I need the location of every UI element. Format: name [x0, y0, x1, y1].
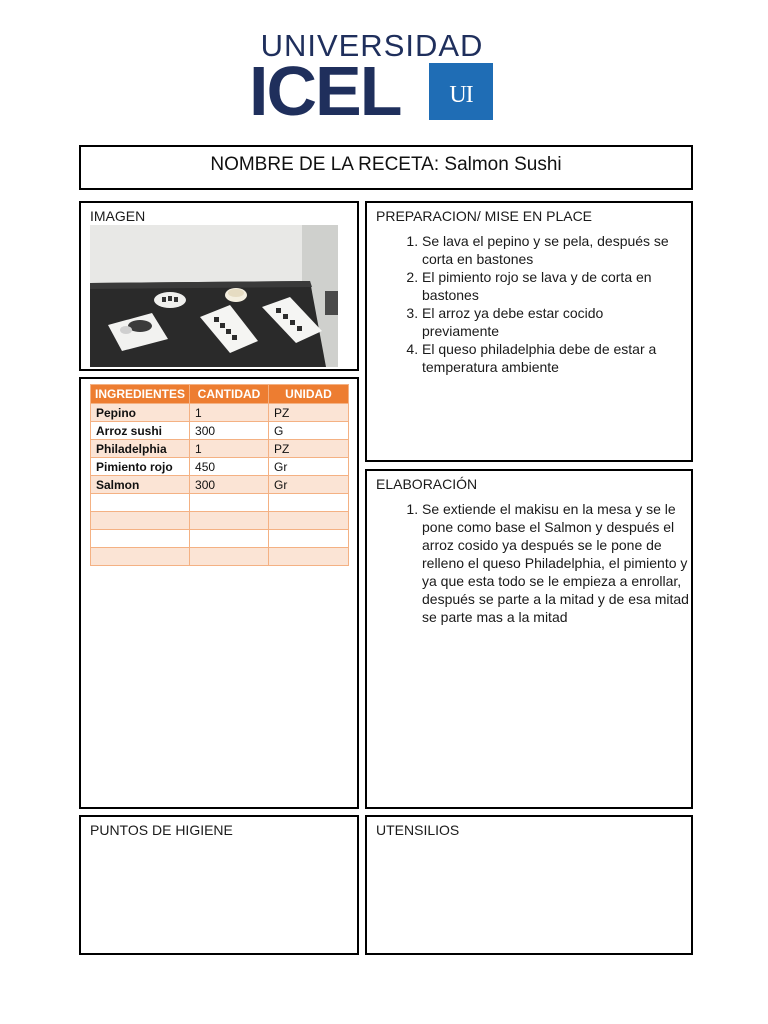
elaboracion-section — [365, 469, 693, 809]
ingredient-quantity: 450 — [190, 458, 269, 476]
ingredient-quantity: 1 — [190, 404, 269, 422]
empty-cell — [91, 494, 190, 512]
elaboracion-label: ELABORACIÓN — [376, 476, 478, 492]
table-row-empty — [91, 530, 349, 548]
preparacion-label: PREPARACION/ MISE EN PLACE — [376, 208, 593, 224]
list-item: 2. El pimiento rojo se lava y de corta en bastones — [422, 268, 684, 304]
ingredient-name: Pepino — [91, 404, 190, 422]
ingredient-name: Salmon — [91, 476, 190, 494]
ingredient-quantity: 1 — [190, 440, 269, 458]
logo-text-universidad: UNIVERSIDAD — [260, 28, 484, 63]
header-ingredientes: INGREDIENTES — [91, 385, 190, 404]
table-row — [91, 458, 349, 476]
header-cantidad: CANTIDAD — [190, 385, 269, 404]
ingredient-name: Pimiento rojo — [91, 458, 190, 476]
table-row — [91, 440, 349, 458]
university-logo — [249, 28, 495, 130]
ingredient-unit: G — [269, 422, 349, 440]
table-row — [91, 422, 349, 440]
ingredient-unit: PZ — [269, 440, 349, 458]
empty-cell — [190, 530, 269, 548]
ingredient-unit: PZ — [269, 404, 349, 422]
empty-cell — [269, 494, 349, 512]
preparacion-section — [365, 201, 693, 462]
logo-badge — [429, 63, 493, 120]
utensilios-label: UTENSILIOS — [376, 822, 460, 838]
list-item: 1. Se lava el pepino y se pela, después se corta en bastones — [422, 232, 684, 268]
higiene-label: PUNTOS DE HIGIENE — [90, 822, 233, 838]
empty-cell — [190, 548, 269, 566]
list-item: 4. El queso philadelphia debe de estar a temperatura ambiente — [422, 340, 684, 376]
table-row-empty — [91, 548, 349, 566]
empty-cell — [190, 512, 269, 530]
ingredient-name: Philadelphia — [91, 440, 190, 458]
ingredients-table — [90, 384, 349, 566]
header-unidad: UNIDAD — [269, 385, 349, 404]
ingredient-quantity: 300 — [190, 476, 269, 494]
table-row-empty — [91, 494, 349, 512]
table-row — [91, 404, 349, 422]
image-section — [79, 201, 359, 371]
empty-cell — [269, 512, 349, 530]
ingredient-quantity: 300 — [190, 422, 269, 440]
logo-badge-text: ui — [449, 73, 473, 110]
empty-cell — [91, 512, 190, 530]
ingredient-unit: Gr — [269, 458, 349, 476]
higiene-section — [79, 815, 359, 955]
table-row — [91, 476, 349, 494]
empty-cell — [91, 548, 190, 566]
empty-cell — [269, 530, 349, 548]
logo-text-icel: ICEL — [249, 52, 401, 130]
elaboracion-steps — [376, 500, 692, 626]
image-section-label: IMAGEN — [90, 208, 146, 224]
list-item: 1. Se extiende el makisu en la mesa y se le pone como base el Salmon y después el arroz cosido ya después se le pone de relleno el queso Philadelphia, el pimiento y ya que esta todo se le empieza a enrollar, después se parte a la mitad y de esa mitad se parte mas a la mitad — [422, 500, 692, 626]
table-row-empty — [91, 512, 349, 530]
empty-cell — [269, 548, 349, 566]
recipe-title-box — [79, 145, 693, 190]
table-header-row — [91, 385, 349, 404]
ingredient-unit: Gr — [269, 476, 349, 494]
recipe-photo — [90, 225, 338, 367]
empty-cell — [190, 494, 269, 512]
utensilios-section — [365, 815, 693, 955]
preparacion-steps — [376, 232, 684, 376]
list-item: 3. El arroz ya debe estar cocido previamente — [422, 304, 684, 340]
ingredients-section — [79, 377, 359, 809]
ingredient-name: Arroz sushi — [91, 422, 190, 440]
recipe-title: NOMBRE DE LA RECETA: Salmon Sushi — [210, 154, 562, 175]
empty-cell — [91, 530, 190, 548]
